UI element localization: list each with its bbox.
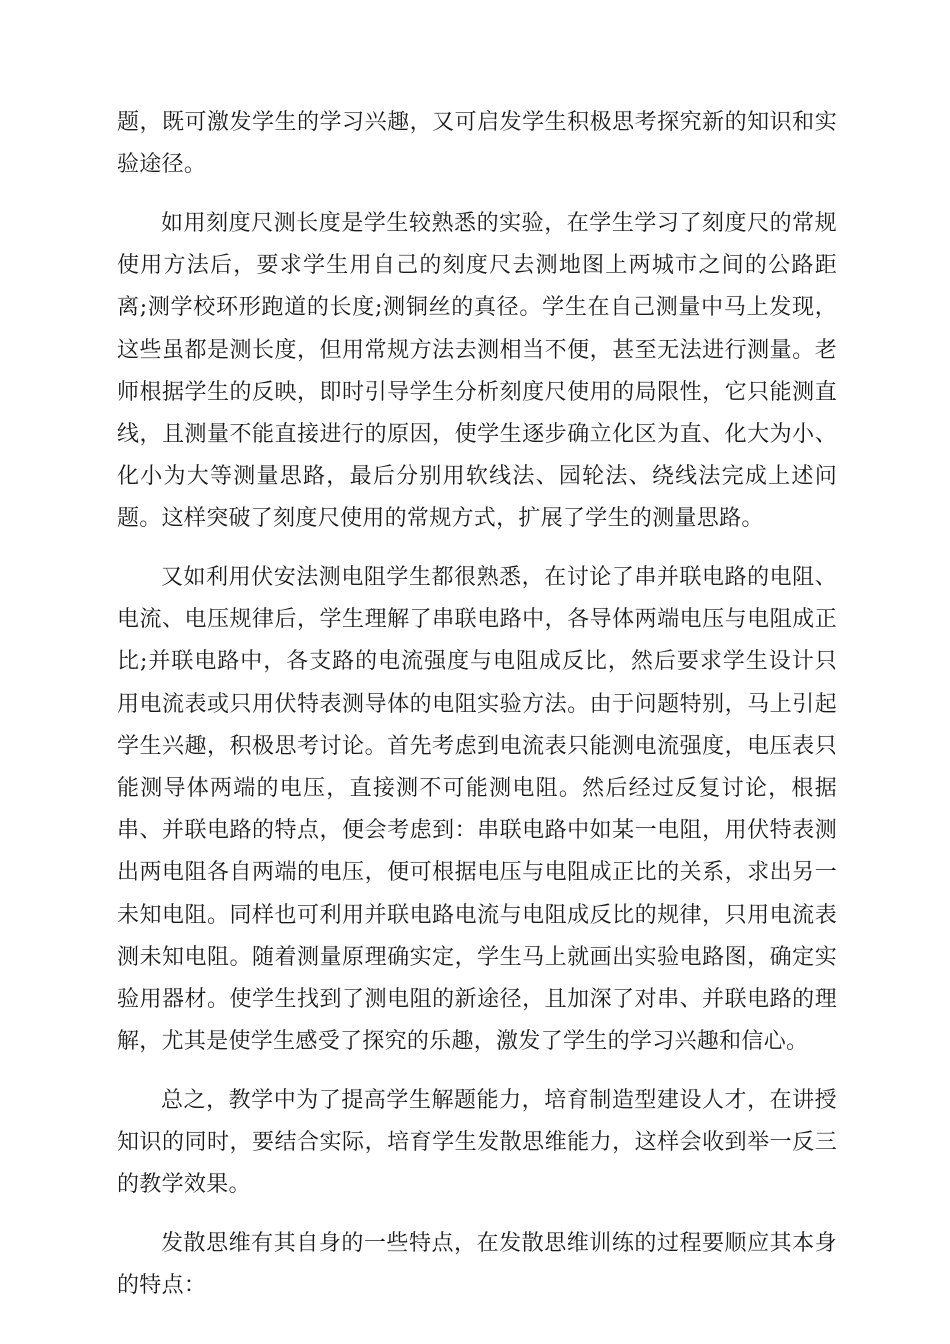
body-text xyxy=(117,102,837,1324)
paragraph-2: 如用刻度尺测长度是学生较熟悉的实验，在学生学习了刻度尺的常规使用方法后，要求学生用自己的刻度尺去测地图上两城市之间的公路距离;测学校环形跑道的长度;测铜丝的真径。学生在自己测量中马上发现，这些虽都是测长度，但用常规方法去测相当不便，甚至无法进行测量。老师根据学生的反映，即时引导学生分析刻度尺使用的局限性，它只能测直线，且测量不能直接进行的原因，使学生逐步确立化区为直、化大为小、化小为大等测量思路，最后分别用软线法、园轮法、绕线法完成上述问题。这样突破了刻度尺使用的常规方式，扩展了学生的测量思路。 xyxy=(117,210,837,532)
paragraph-5: 发散思维有其自身的一些特点，在发散思维训练的过程要顺应其本身的特点： xyxy=(117,1231,837,1299)
paragraph-3: 又如利用伏安法测电阻学生都很熟悉，在讨论了串并联电路的电阻、电流、电压规律后，学生理解了串联电路中，各导体两端电压与电阻成正比;并联电路中，各支路的电流强度与电阻成反比，然后要求学生设计只用电流表或只用伏特表测导体的电阻实验方法。由于问题特别，马上引起学生兴趣，积极思考讨论。首先考虑到电流表只能测电流强度，电压表只能测导体两端的电压，直接测不可能测电阻。然后经过反复讨论，根据串、并联电路的特点，便会考虑到：串联电路中如某一电阻，用伏特表测出两电阻各自两端的电压，便可根据电压与电阻成正比的关系，求出另一未知电阻。同样也可利用并联电路电流与电阻成反比的规律，只用电流表测未知电阻。随着测量原理确实定，学生马上就画出实验电路图，确定实验用器材。使学生找到了测电阻的新途径，且加深了对串、并联电路的理解，尤其是使学生感受了探究的乐趣，激发了学生的学习兴趣和信心。 xyxy=(117,565,837,1055)
paragraph-4: 总之，教学中为了提高学生解题能力，培育制造型建设人才，在讲授知识的同时，要结合实际，培育学生发散思维能力，这样会收到举一反三的教学效果。 xyxy=(117,1087,837,1198)
paragraph-1: 题，既可激发学生的学习兴趣，又可启发学生积极思考探究新的知识和实验途径。 xyxy=(117,110,837,178)
